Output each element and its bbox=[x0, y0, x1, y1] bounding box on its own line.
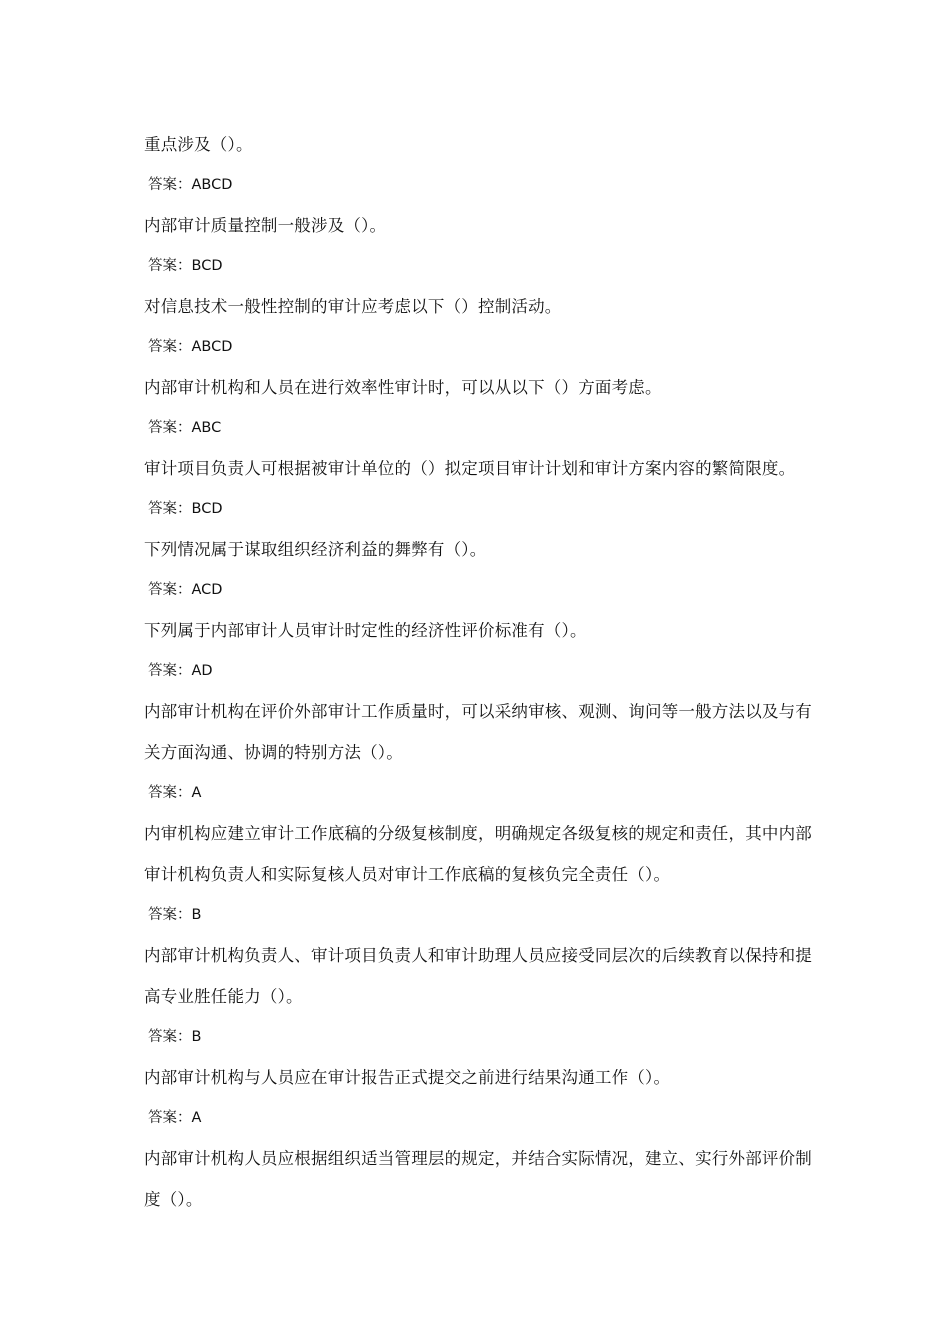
question-text: 内部审计机构人员应根据组织适当管理层的规定，并结合实际情况，建立、实行外部评价制度（）。 bbox=[144, 1149, 812, 1209]
question-text: 下列情况属于谋取组织经济利益的舞弊有（）。 bbox=[144, 540, 487, 559]
answer-text: 答案：A bbox=[148, 1110, 202, 1126]
answer-text: 答案：A bbox=[148, 785, 202, 801]
question-text: 下列属于内部审计人员审计时定性的经济性评价标准有（）。 bbox=[144, 621, 587, 640]
question-list bbox=[144, 124, 814, 1220]
answer-text: 答案：BCD bbox=[148, 258, 223, 274]
answer-text: 答案：BCD bbox=[148, 501, 223, 517]
question-text: 对信息技术一般性控制的审计应考虑以下（）控制活动。 bbox=[144, 297, 562, 316]
question-text: 重点涉及（）。 bbox=[144, 135, 253, 154]
question-text: 内部审计机构在评价外部审计工作质量时，可以采纳审核、观测、询问等一般方法以及与有关方面沟通、协调的特别方法（）。 bbox=[144, 702, 812, 762]
answer-text: 答案：B bbox=[148, 907, 202, 923]
answer-text: 答案：ABCD bbox=[148, 339, 233, 355]
question-text: 内部审计质量控制一般涉及（）。 bbox=[144, 216, 387, 235]
answer-text: 答案：ACD bbox=[148, 582, 223, 598]
question-text: 审计项目负责人可根据被审计单位的（）拟定项目审计计划和审计方案内容的繁简限度。 bbox=[144, 459, 796, 478]
answer-text: 答案：ABC bbox=[148, 420, 222, 436]
question-text: 内审机构应建立审计工作底稿的分级复核制度，明确规定各级复核的规定和责任，其中内部审计机构负责人和实际复核人员对审计工作底稿的复核负完全责任（）。 bbox=[144, 824, 812, 884]
answer-text: 答案：AD bbox=[148, 663, 213, 679]
answer-text: 答案：B bbox=[148, 1029, 202, 1045]
answer-text: 答案：ABCD bbox=[148, 177, 233, 193]
question-text: 内部审计机构和人员在进行效率性审计时，可以从以下（）方面考虑。 bbox=[144, 378, 662, 397]
question-text: 内部审计机构负责人、审计项目负责人和审计助理人员应接受同层次的后续教育以保持和提高专业胜任能力（）。 bbox=[144, 946, 812, 1006]
question-text: 内部审计机构与人员应在审计报告正式提交之前进行结果沟通工作（）。 bbox=[144, 1068, 671, 1087]
